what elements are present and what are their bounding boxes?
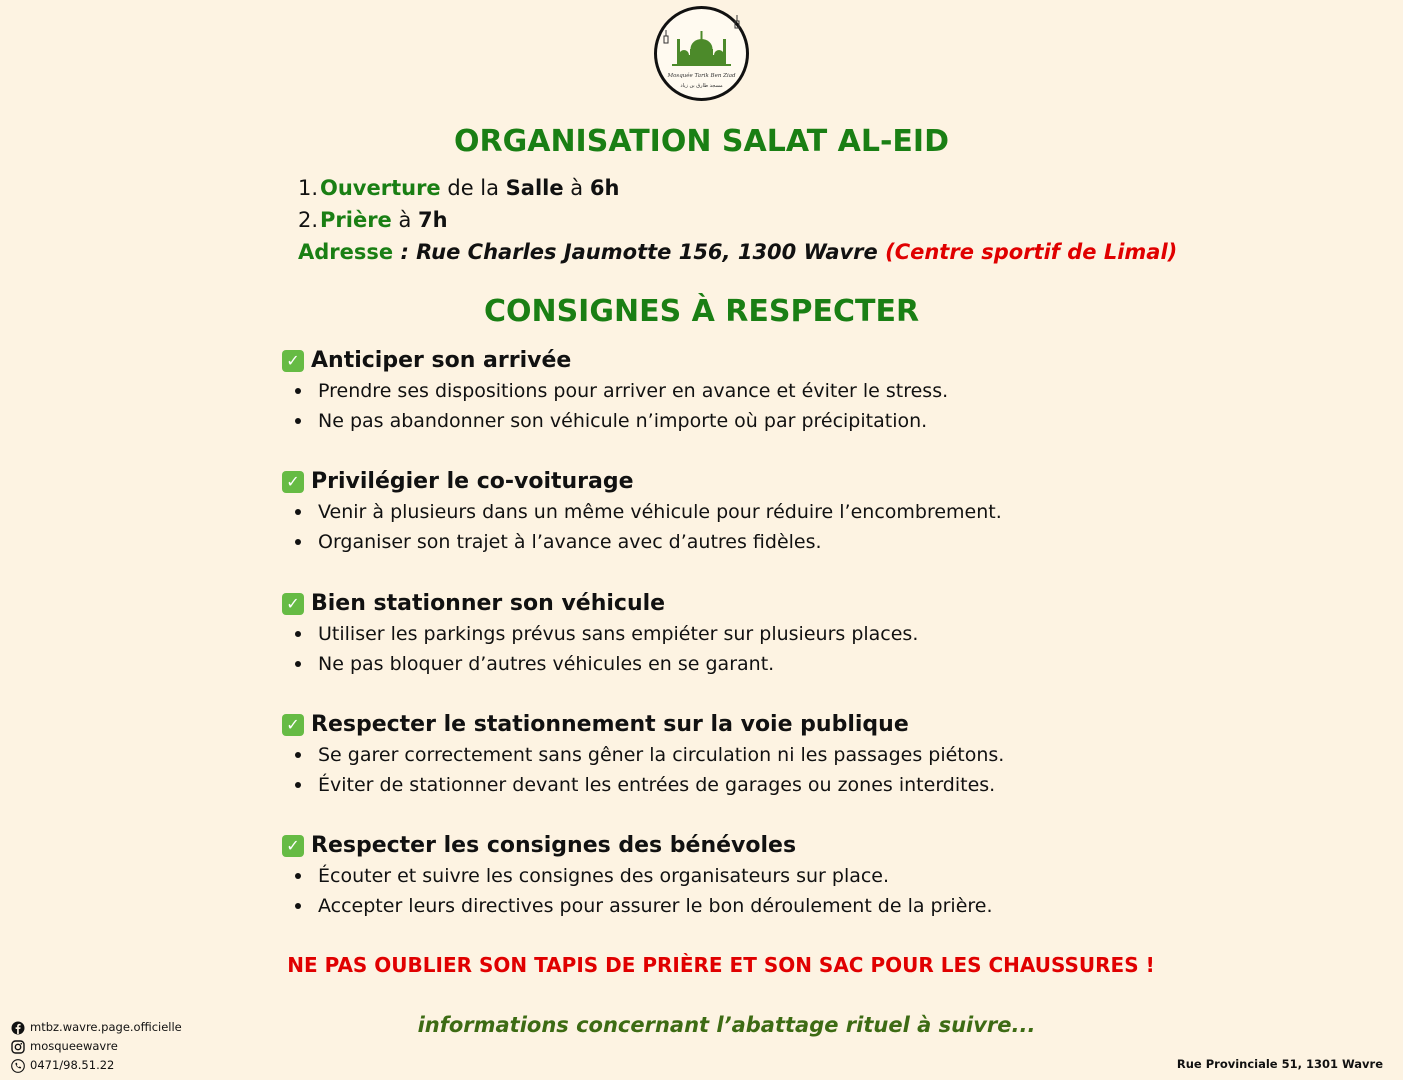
list-item: Accepter leurs directives pour assurer le bon déroulement de la prière. [282,891,993,921]
contacts [11,1018,182,1075]
list-item: Ne pas abandonner son véhicule n’importe où par précipitation. [282,406,948,436]
logo-arabic: مسجد طارق بن زياد [680,83,723,89]
section-heading-text: Anticiper son arrivée [311,348,572,373]
section-heading [282,831,993,861]
organisation-item-opening [298,172,1177,204]
list-item: Écouter et suivre les consignes des organisateurs sur place. [282,861,993,891]
organisation-item-prayer [298,204,1177,236]
opening-keyword: Ouverture [320,176,441,200]
list-item: Venir à plusieurs dans un même véhicule pour réduire l’encombrement. [282,497,1002,527]
check-icon: ✓ [282,471,304,493]
logo-name: Mosquée Tarik Ben Ziad [667,73,736,79]
address-label: Adresse [298,240,394,264]
opening-text: de la [440,176,506,200]
prayer-text: à [391,208,419,232]
warning-text: NE PAS OUBLIER SON TAPIS DE PRIÈRE ET SON SAC POUR LES CHAUSSURES ! [287,953,1155,977]
list-item: Utiliser les parkings prévus sans empiéter sur plusieurs places. [282,619,918,649]
section-heading-text: Privilégier le co-voiturage [311,469,634,494]
consignes-title: CONSIGNES À RESPECTER [483,294,920,329]
bullet-list [282,861,993,921]
organisation-list [298,172,1177,268]
instagram-icon [11,1040,25,1054]
contact-instagram[interactable] [11,1037,182,1056]
check-icon: ✓ [282,714,304,736]
organisation-address [298,236,1177,268]
section-anticiper [282,346,948,436]
list-item: Prendre ses dispositions pour arriver en avance et éviter le stress. [282,376,948,406]
bullet-list [282,619,918,679]
facebook-icon [11,1021,25,1035]
section-heading [282,467,1002,497]
section-stationner [282,589,918,679]
address-value: : Rue Charles Jaumotte 156, 1300 Wavre [393,240,886,264]
section-voie-publique [282,710,1004,800]
item-number: 2. [298,208,319,232]
list-item: Organiser son trajet à l’avance avec d’autres fidèles. [282,527,1002,557]
prayer-time: 7h [418,208,448,232]
list-item: Se garer correctement sans gêner la circulation ni les passages piétons. [282,740,1004,770]
prayer-keyword: Prière [320,208,392,232]
phone-number: 0471/98.51.22 [30,1058,115,1072]
item-number: 1. [298,176,319,200]
opening-place: Salle [505,176,564,200]
section-heading [282,346,948,376]
footer-address: Rue Provinciale 51, 1301 Wavre [1176,1057,1383,1071]
list-item: Ne pas bloquer d’autres véhicules en se garant. [282,649,918,679]
contact-facebook[interactable] [11,1018,182,1037]
info-text: informations concernant l’abattage rituel à suivre... [417,1013,1036,1037]
section-heading-text: Bien stationner son véhicule [311,591,666,616]
mosque-logo [653,5,750,102]
section-heading-text: Respecter le stationnement sur la voie publique [311,712,909,737]
check-icon: ✓ [282,593,304,615]
opening-text-2: à [563,176,590,200]
bullet-list [282,740,1004,800]
opening-time: 6h [589,176,620,200]
list-item: Éviter de stationner devant les entrées de garages ou zones interdites. [282,770,1004,800]
phone-icon [11,1059,25,1073]
bullet-list [282,376,948,436]
contact-phone[interactable] [11,1056,182,1075]
check-icon: ✓ [282,350,304,372]
bullet-list [282,497,1002,557]
section-heading [282,710,1004,740]
section-heading [282,589,918,619]
instagram-handle: mosqueewavre [30,1039,118,1053]
section-covoiturage [282,467,1002,557]
section-heading-text: Respecter les consignes des bénévoles [311,833,797,858]
address-note: (Centre sportif de Limal) [885,240,1178,264]
check-icon: ✓ [282,835,304,857]
facebook-handle: mtbz.wavre.page.officielle [30,1020,182,1034]
organisation-title: ORGANISATION SALAT AL-EID [454,124,949,159]
section-benevoles [282,831,993,921]
